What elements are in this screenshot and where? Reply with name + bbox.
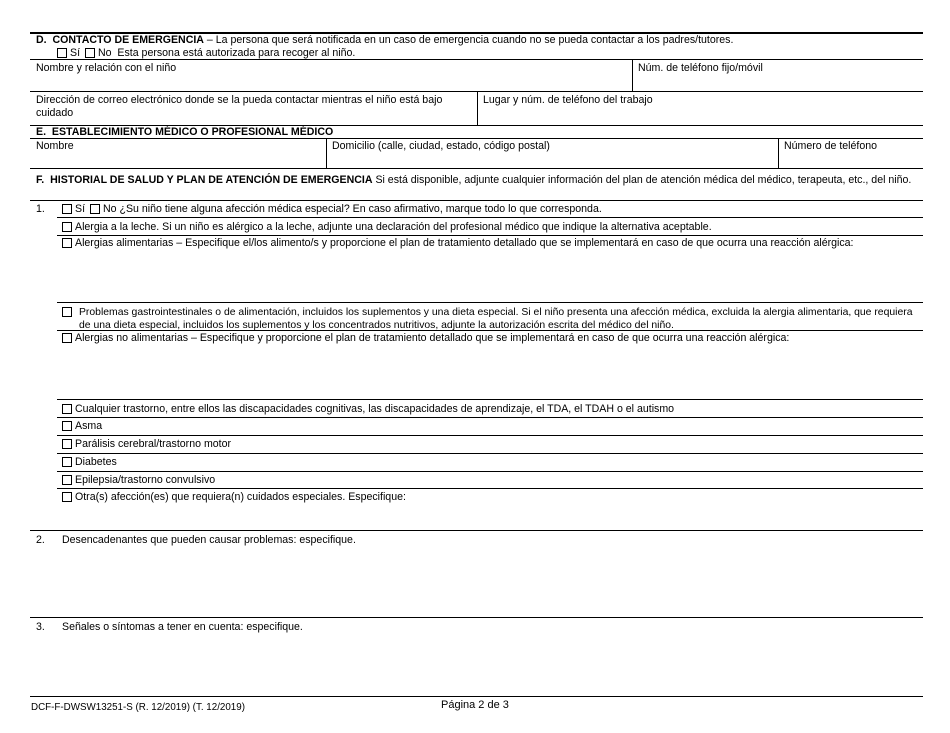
rule bbox=[30, 696, 923, 697]
section-f-header bbox=[36, 174, 920, 187]
condition-milk-allergy bbox=[62, 221, 712, 234]
epilepsy-label: Epilepsia/trastorno convulsivo bbox=[75, 474, 216, 486]
condition-diabetes bbox=[62, 456, 117, 469]
diabetes-label: Diabetes bbox=[75, 456, 117, 468]
section-d-title: CONTACTO DE EMERGENCIA bbox=[52, 34, 204, 46]
disorder-label: Cualquier trastorno, entre ellos las discapacidades cognitivas, las discapacidades de aprendizaje, el TDA, el TDAH o el autismo bbox=[75, 403, 675, 415]
rule bbox=[57, 435, 923, 436]
condition-other bbox=[62, 491, 406, 504]
q1-row bbox=[62, 203, 602, 216]
name-relation-label: Nombre y relación con el niño bbox=[36, 62, 177, 74]
food-allergy-checkbox[interactable] bbox=[62, 238, 72, 248]
q1-question: ¿Su niño tiene alguna afección médica especial? En caso afirmativo, marque todo lo que corresponda. bbox=[119, 203, 602, 215]
asthma-checkbox[interactable] bbox=[62, 421, 72, 431]
q1-number: 1. bbox=[36, 203, 45, 215]
rule bbox=[30, 138, 923, 139]
rule bbox=[30, 59, 923, 60]
section-d-letter: D. bbox=[36, 34, 47, 46]
section-e-title: ESTABLECIMIENTO MÉDICO O PROFESIONAL MÉDICO bbox=[51, 126, 334, 138]
rule bbox=[57, 217, 923, 218]
triggers-input[interactable] bbox=[62, 549, 920, 615]
q1-no-checkbox[interactable] bbox=[90, 204, 100, 214]
other-condition-checkbox[interactable] bbox=[62, 492, 72, 502]
other-condition-label: Otra(s) afección(es) que requiera(n) cuidados especiales. Especifique: bbox=[75, 491, 406, 503]
form-id: DCF-F-DWSW13251-S (R. 12/2019) (T. 12/2019) bbox=[31, 702, 245, 713]
q2-number: 2. bbox=[36, 534, 45, 546]
nonfood-allergy-checkbox[interactable] bbox=[62, 333, 72, 343]
condition-food-allergy bbox=[62, 237, 854, 250]
disorder-checkbox[interactable] bbox=[62, 404, 72, 414]
facility-name-input[interactable] bbox=[31, 153, 325, 167]
facility-address-input[interactable] bbox=[327, 153, 777, 167]
nonfood-allergy-details-input[interactable] bbox=[62, 347, 920, 397]
condition-nonfood-allergy bbox=[62, 332, 789, 345]
facility-address-label: Domicilio (calle, ciudad, estado, código postal) bbox=[332, 140, 550, 152]
phone-input[interactable] bbox=[633, 74, 923, 90]
authorized-yes-checkbox[interactable] bbox=[57, 48, 67, 58]
section-e-letter: E. bbox=[36, 126, 47, 138]
section-d-desc: – La persona que será notificada en un caso de emergencia cuando no se pueda contactar a los padres/tutores. bbox=[203, 34, 734, 46]
rule bbox=[57, 417, 923, 418]
phone-label: Núm. de teléfono fijo/móvil bbox=[638, 62, 763, 74]
section-f-letter: F. bbox=[36, 174, 45, 186]
condition-gastrointestinal bbox=[62, 306, 920, 332]
email-label: Dirección de correo electrónico donde se la pueda contactar mientras el niño está bajo cuidado bbox=[36, 94, 443, 119]
section-d-header bbox=[36, 34, 733, 47]
q2-label: Desencadenantes que pueden causar problemas: especifique. bbox=[62, 534, 356, 546]
asthma-label: Asma bbox=[75, 420, 103, 432]
facility-name-label: Nombre bbox=[36, 140, 74, 152]
epilepsy-checkbox[interactable] bbox=[62, 475, 72, 485]
condition-cerebral-palsy bbox=[62, 438, 231, 451]
rule bbox=[57, 488, 923, 489]
rule bbox=[57, 235, 923, 236]
milk-allergy-label: Alergia a la leche. Si un niño es alérgico a la leche, adjunte una declaración del profesional médico que indique la alternativa aceptable. bbox=[75, 221, 712, 233]
symptoms-input[interactable] bbox=[62, 636, 920, 694]
authorized-yes-label: Sí bbox=[70, 47, 81, 59]
page-number: Página 2 de 3 bbox=[441, 699, 509, 711]
rule bbox=[30, 617, 923, 618]
q3-number: 3. bbox=[36, 621, 45, 633]
q3-label: Señales o síntomas a tener en cuenta: especifique. bbox=[62, 621, 303, 633]
facility-phone-label: Número de teléfono bbox=[784, 140, 878, 152]
diabetes-checkbox[interactable] bbox=[62, 457, 72, 467]
food-allergy-label: Alergias alimentarias – Especifique el/los alimento/s y proporcione el plan de tratamiento detallado que se implementará en caso de que ocurra una reacción alérgica: bbox=[75, 237, 854, 249]
milk-allergy-checkbox[interactable] bbox=[62, 222, 72, 232]
condition-disorder bbox=[62, 403, 674, 416]
authorized-no-label: No bbox=[97, 47, 112, 59]
cerebral-palsy-checkbox[interactable] bbox=[62, 439, 72, 449]
facility-phone-input[interactable] bbox=[779, 153, 923, 167]
condition-asthma bbox=[62, 420, 102, 433]
rule bbox=[30, 530, 923, 531]
section-f-title: HISTORIAL DE SALUD Y PLAN DE ATENCIÓN DE EMERGENCIA bbox=[50, 174, 373, 186]
rule bbox=[57, 453, 923, 454]
authorized-text: Esta persona está autorizada para recoger al niño. bbox=[117, 47, 356, 59]
rule bbox=[30, 168, 923, 169]
cerebral-palsy-label: Parálisis cerebral/trastorno motor bbox=[75, 438, 232, 450]
gastrointestinal-checkbox[interactable] bbox=[62, 307, 72, 317]
rule bbox=[57, 471, 923, 472]
workplace-input[interactable] bbox=[478, 108, 923, 124]
other-condition-details-input[interactable] bbox=[62, 506, 920, 528]
nonfood-allergy-label: Alergias no alimentarias – Especifique y proporcione el plan de tratamiento detallado que se implementará en caso de que ocurra una reacción alérgica: bbox=[75, 332, 790, 344]
rule bbox=[57, 399, 923, 400]
section-f-desc: Si está disponible, adjunte cualquier información del plan de atención médica del médico, terapeuta, etc., del niño. bbox=[372, 174, 912, 186]
rule bbox=[57, 330, 923, 331]
gastrointestinal-label: Problemas gastrointestinales o de alimentación, incluidos los suplementos y una dieta especial. Si el niño presenta una afección médica, excluida la alergia alimentaria, que requiera de una dieta especial, incluidos los suplementos y los concentrados nutritivos, adjunte la autorización escrita del médico del niño. bbox=[79, 307, 913, 331]
q1-yes-label: Sí bbox=[75, 203, 86, 215]
workplace-label: Lugar y núm. de teléfono del trabajo bbox=[483, 94, 653, 106]
rule bbox=[57, 302, 923, 303]
q1-no-label: No bbox=[102, 203, 117, 215]
food-allergy-details-input[interactable] bbox=[62, 252, 920, 300]
name-relation-input[interactable] bbox=[31, 74, 631, 90]
rule bbox=[30, 200, 923, 201]
authorized-no-checkbox[interactable] bbox=[85, 48, 95, 58]
q1-yes-checkbox[interactable] bbox=[62, 204, 72, 214]
condition-epilepsy bbox=[62, 474, 215, 487]
